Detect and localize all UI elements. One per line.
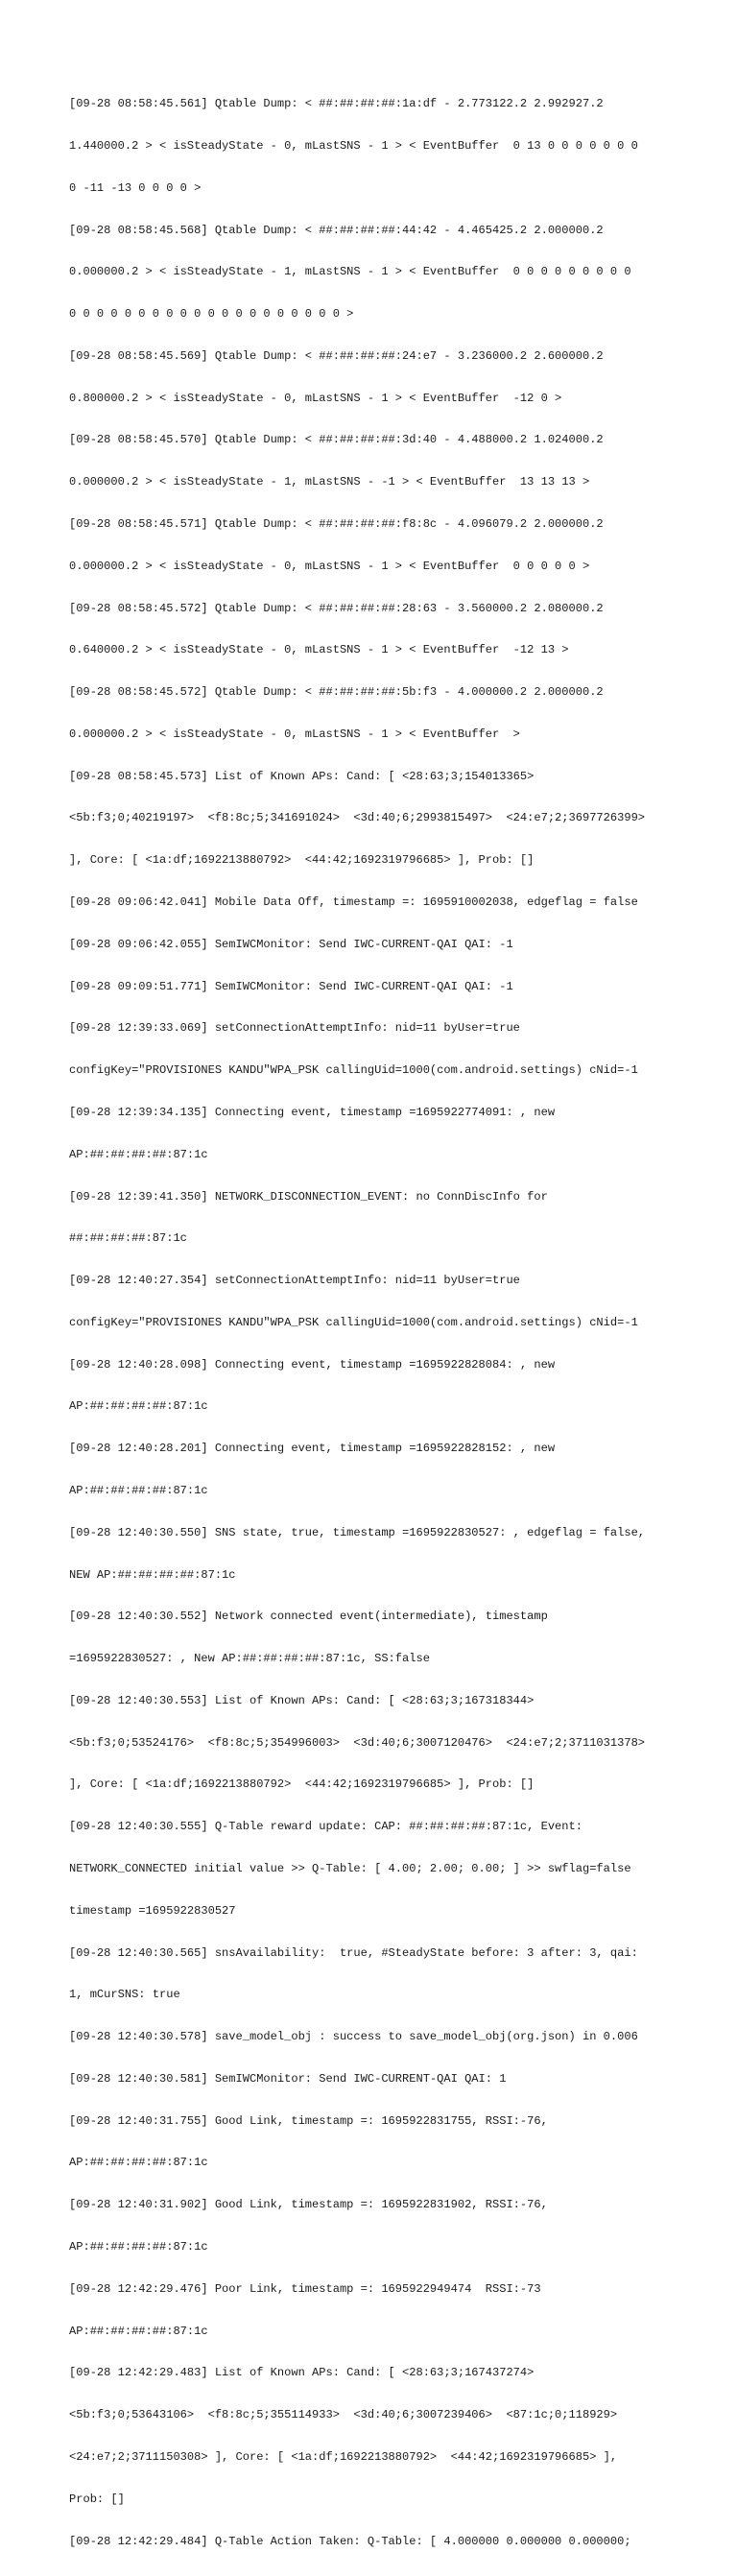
log-line: timestamp =1695922830527 (69, 1903, 236, 1918)
log-line: 1.440000.2 > < isSteadyState - 0, mLastSNS - 1 > < EventBuffer 0 13 0 0 0 0 0 0 0 (69, 138, 638, 153)
log-line: 0.000000.2 > < isSteadyState - 1, mLastSNS - 1 > < EventBuffer 0 0 0 0 0 0 0 0 0 (69, 265, 631, 279)
log-line: [09-28 12:39:41.350] NETWORK_DISCONNECTION_EVENT: no ConnDiscInfo for (69, 1189, 548, 1204)
log-line: AP:##:##:##:##:87:1c (69, 2324, 208, 2338)
log-line: [09-28 12:39:33.069] setConnectionAttemptInfo: nid=11 byUser=true (69, 1021, 520, 1036)
log-line: NETWORK_CONNECTED initial value >> Q-Table: [ 4.00; 2.00; 0.00; ] >> swflag=false (69, 1862, 631, 1875)
log-line: [09-28 08:58:45.570] Qtable Dump: < ##:##:##:##:3d:40 - 4.488000.2 1.024000.2 (69, 433, 604, 447)
log-line: [09-28 12:42:29.484] Q-Table Action Taken: Q-Table: [ 4.000000 0.000000 0.000000; (69, 2534, 631, 2548)
log-line: [09-28 12:40:27.354] setConnectionAttemptInfo: nid=11 byUser=true (69, 1274, 520, 1288)
log-line: [09-28 12:40:30.565] snsAvailability: true, #SteadyState before: 3 after: 3, qai: (69, 1945, 638, 1960)
log-line: [09-28 08:58:45.571] Qtable Dump: < ##:##:##:##:f8:8c - 4.096079.2 2.000000.2 (69, 517, 604, 531)
log-line: [09-28 09:06:42.055] SemIWCMonitor: Send IWC-CURRENT-QAI QAI: -1 (69, 937, 513, 951)
log-line: [09-28 09:09:51.771] SemIWCMonitor: Send IWC-CURRENT-QAI QAI: -1 (69, 979, 513, 993)
log-line: <5b:f3;0;40219197> <f8:8c;5;341691024> <3d:40;6;2993815497> <24:e7;2;3697726399> (69, 811, 646, 825)
log-line: [09-28 08:58:45.573] List of Known APs: Cand: [ <28:63;3;154013365> (69, 769, 535, 783)
log-line: [09-28 12:40:30.555] Q-Table reward update: CAP: ##:##:##:##:87:1c, Event: (69, 1820, 582, 1834)
log-line: [09-28 12:40:30.552] Network connected event(intermediate), timestamp (69, 1610, 548, 1624)
log-line: [09-28 12:40:30.581] SemIWCMonitor: Send IWC-CURRENT-QAI QAI: 1 (69, 2071, 507, 2086)
log-line: [09-28 12:40:28.201] Connecting event, timestamp =1695922828152: , new (69, 1442, 556, 1456)
log-line: AP:##:##:##:##:87:1c (69, 1399, 208, 1414)
log-line: [09-28 08:58:45.568] Qtable Dump: < ##:##:##:##:44:42 - 4.465425.2 2.000000.2 (69, 223, 604, 237)
log-line: [09-28 12:42:29.476] Poor Link, timestamp =: 1695922949474 RSSI:-73 (69, 2281, 541, 2296)
log-line: [09-28 12:40:28.098] Connecting event, timestamp =1695922828084: , new (69, 1357, 556, 1371)
log-line: [09-28 12:42:29.483] List of Known APs: Cand: [ <28:63;3;167437274> (69, 2366, 535, 2380)
log-line: 0.800000.2 > < isSteadyState - 0, mLastSNS - 1 > < EventBuffer -12 0 > (69, 391, 562, 405)
log-line: 0.000000.2 > < isSteadyState - 0, mLastSNS - 1 > < EventBuffer > (69, 727, 520, 741)
log-line: [09-28 09:06:42.041] Mobile Data Off, timestamp =: 1695910002038, edgeflag = false (69, 895, 638, 910)
log-text-block (69, 69, 674, 2576)
log-line: [09-28 08:58:45.569] Qtable Dump: < ##:##:##:##:24:e7 - 3.236000.2 2.600000.2 (69, 348, 604, 363)
log-line: 0.000000.2 > < isSteadyState - 0, mLastSNS - 1 > < EventBuffer 0 0 0 0 0 > (69, 559, 590, 573)
log-line: 0.000000.2 > < isSteadyState - 1, mLastSNS - -1 > < EventBuffer 13 13 13 > (69, 475, 590, 489)
log-line: configKey="PROVISIONES KANDU"WPA_PSK callingUid=1000(com.android.settings) cNid=-1 (69, 1315, 638, 1329)
log-line: 0 0 0 0 0 0 0 0 0 0 0 0 0 0 0 0 0 0 0 0 > (69, 307, 354, 322)
log-line: ], Core: [ <1a:df;1692213880792> <44:42;1692319796685> ], Prob: [] (69, 853, 535, 868)
log-line: AP:##:##:##:##:87:1c (69, 1147, 208, 1161)
log-line: 1, mCurSNS: true (69, 1988, 180, 2002)
log-line: [09-28 12:40:31.902] Good Link, timestamp =: 1695922831902, RSSI:-76, (69, 2198, 548, 2212)
log-line: [09-28 08:58:45.572] Qtable Dump: < ##:##:##:##:28:63 - 3.560000.2 2.080000.2 (69, 601, 604, 615)
log-line: <5b:f3;0;53524176> <f8:8c;5;354996003> <3d:40;6;3007120476> <24:e7;2;3711031378> (69, 1735, 646, 1750)
log-line: [09-28 12:40:30.553] List of Known APs: Cand: [ <28:63;3;167318344> (69, 1693, 535, 1707)
log-line: 0 -11 -13 0 0 0 0 > (69, 180, 202, 195)
log-line: ], Core: [ <1a:df;1692213880792> <44:42;1692319796685> ], Prob: [] (69, 1777, 535, 1792)
log-line: <5b:f3;0;53643106> <f8:8c;5;355114933> <3d:40;6;3007239406> <87:1c;0;118929> (69, 2408, 618, 2422)
log-line: ##:##:##:##:87:1c (69, 1231, 187, 1246)
log-line: [09-28 08:58:45.572] Qtable Dump: < ##:##:##:##:5b:f3 - 4.000000.2 2.000000.2 (69, 685, 604, 700)
log-line: =1695922830527: , New AP:##:##:##:##:87:1c, SS:false (69, 1652, 430, 1666)
log-line: [09-28 12:40:30.550] SNS state, true, timestamp =1695922830527: , edgeflag = false, (69, 1525, 646, 1539)
log-line: [09-28 08:58:45.561] Qtable Dump: < ##:##:##:##:1a:df - 2.773122.2 2.992927.2 (69, 97, 604, 111)
log-line: AP:##:##:##:##:87:1c (69, 2156, 208, 2170)
log-line: [09-28 12:40:30.578] save_model_obj : success to save_model_obj(org.json) in 0.006 (69, 2030, 638, 2044)
log-line: Prob: [] (69, 2492, 125, 2506)
log-line: NEW AP:##:##:##:##:87:1c (69, 1567, 236, 1582)
log-line: AP:##:##:##:##:87:1c (69, 1483, 208, 1497)
log-line: [09-28 12:40:31.755] Good Link, timestamp =: 1695922831755, RSSI:-76, (69, 2113, 548, 2128)
log-line: [09-28 12:39:34.135] Connecting event, timestamp =1695922774091: , new (69, 1105, 556, 1119)
log-line: AP:##:##:##:##:87:1c (69, 2240, 208, 2254)
log-line: 0.640000.2 > < isSteadyState - 0, mLastSNS - 1 > < EventBuffer -12 13 > (69, 643, 569, 657)
log-line: <24:e7;2;3711150308> ], Core: [ <1a:df;1692213880792> <44:42;1692319796685> ], (69, 2449, 618, 2464)
log-line: configKey="PROVISIONES KANDU"WPA_PSK callingUid=1000(com.android.settings) cNid=-1 (69, 1063, 638, 1078)
